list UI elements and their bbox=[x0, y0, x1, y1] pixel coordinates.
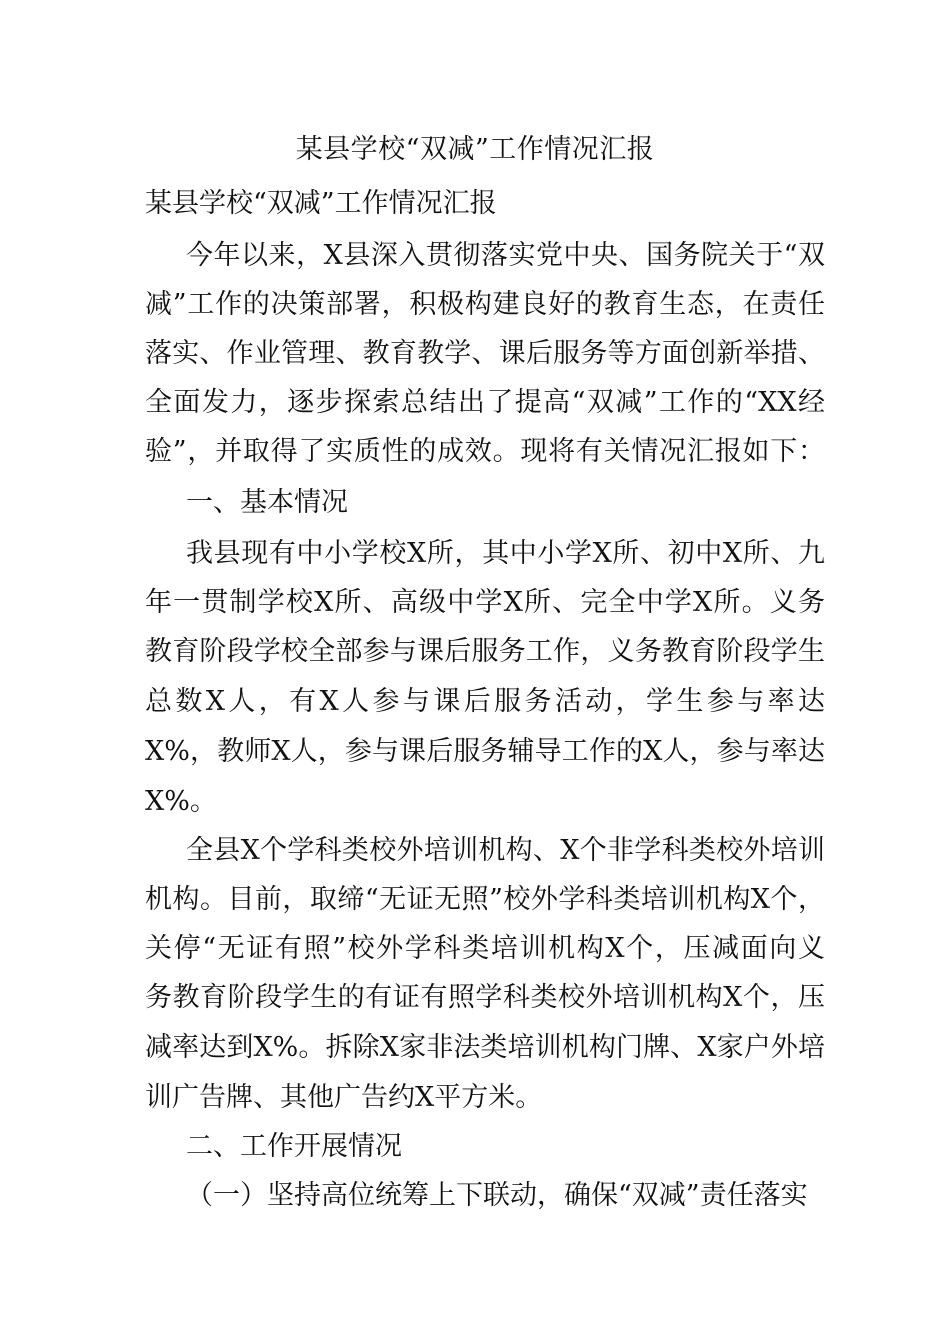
document-title: 某县学校“双减”工作情况汇报 bbox=[295, 134, 655, 165]
paragraph-line: 全面发力，逐步探索总结出了提高“双减”工作的“XX经 bbox=[145, 387, 825, 418]
paragraph-line: 全县X个学科类校外培训机构、X个非学科类校外培训 bbox=[186, 835, 825, 866]
paragraph-line: 年一贯制学校X所、高级中学X所、完全中学X所。义务 bbox=[145, 587, 825, 618]
paragraph-line: 关停“无证有照”校外学科类培训机构X个，压减面向义 bbox=[145, 933, 825, 964]
subsection-heading: （一）坚持高位统筹上下联动，确保“双减”责任落实 bbox=[186, 1180, 808, 1211]
section-heading: 二、工作开展情况 bbox=[186, 1131, 402, 1162]
paragraph-line: 落实、作业管理、教育教学、课后服务等方面创新举措、 bbox=[145, 338, 825, 369]
paragraph-line: 我县现有中小学校X所，其中小学X所、初中X所、九 bbox=[186, 538, 825, 569]
paragraph-line: 验”，并取得了实质性的成效。现将有关情况汇报如下： bbox=[145, 436, 825, 467]
paragraph-line: 教育阶段学校全部参与课后服务工作，义务教育阶段学生 bbox=[145, 636, 825, 667]
paragraph-line: 务教育阶段学生的有证有照学科类校外培训机构X个，压 bbox=[145, 982, 825, 1013]
paragraph-line: X%。 bbox=[145, 786, 217, 817]
paragraph-line: 减率达到X%。拆除X家非法类培训机构门牌、X家户外培 bbox=[145, 1032, 825, 1063]
paragraph-line: 今年以来，X县深入贯彻落实党中央、国务院关于“双 bbox=[186, 240, 825, 271]
paragraph-line: 减”工作的决策部署，积极构建良好的教育生态，在责任 bbox=[145, 289, 825, 320]
paragraph-line: 机构。目前，取缔“无证无照”校外学科类培训机构X个， bbox=[145, 884, 825, 915]
section-heading: 一、基本情况 bbox=[186, 487, 348, 518]
paragraph-line: X%，教师X人，参与课后服务辅导工作的X人，参与率达 bbox=[145, 736, 825, 767]
paragraph-line: 总数X人，有X人参与课后服务活动，学生参与率达 bbox=[145, 686, 825, 717]
paragraph-line: 训广告牌、其他广告约X平方米。 bbox=[145, 1082, 543, 1113]
document-subtitle: 某县学校“双减”工作情况汇报 bbox=[145, 188, 497, 219]
